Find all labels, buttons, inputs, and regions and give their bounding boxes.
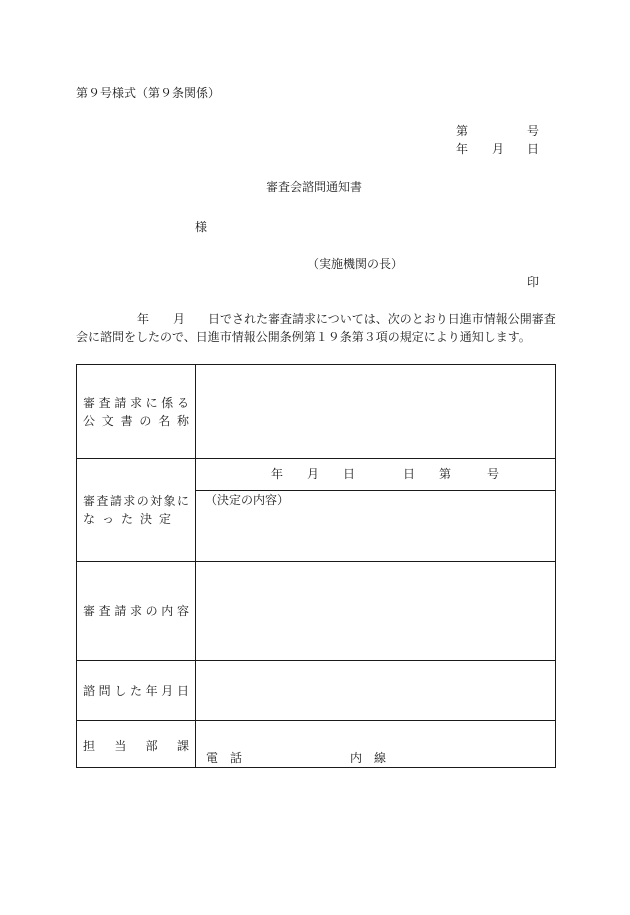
label-char: 名 bbox=[158, 413, 171, 428]
label-char: 求 bbox=[129, 395, 142, 410]
label-char: 求 bbox=[123, 494, 136, 508]
body-year: 年 bbox=[137, 312, 150, 326]
decision-year: 年 bbox=[271, 467, 284, 481]
decision-day: 日 bbox=[343, 467, 356, 481]
label-char: 課 bbox=[176, 739, 189, 753]
label-char: 査 bbox=[98, 604, 111, 618]
label-line-1 bbox=[83, 602, 189, 620]
label-char: 月 bbox=[161, 683, 174, 698]
body-line-1: 日でされた審査請求については、次のとおり日進市情報公開審査 bbox=[208, 312, 556, 326]
date-month: 月 bbox=[492, 142, 505, 156]
body-month: 月 bbox=[173, 312, 186, 326]
label-char: 部 bbox=[145, 739, 158, 753]
label-char: 内 bbox=[161, 604, 174, 618]
table-row-department bbox=[77, 721, 556, 768]
label-char: 請 bbox=[114, 395, 127, 410]
label-line-1 bbox=[83, 682, 189, 700]
decision-go: 号 bbox=[487, 467, 500, 481]
label-char: 年 bbox=[145, 683, 158, 698]
label-char: 公 bbox=[83, 413, 96, 428]
request-table bbox=[76, 364, 556, 768]
label-char: に bbox=[145, 395, 158, 410]
label-char: 査 bbox=[98, 395, 111, 410]
form-number: 第９号様式（第９条関係） bbox=[76, 86, 221, 100]
label-char: 問 bbox=[98, 683, 111, 698]
label-char: 象 bbox=[163, 494, 176, 508]
decision-content-area[interactable] bbox=[196, 491, 555, 561]
body-line-2: 会に諮問をしたので、日進市情報公開条例第１９条第３項の規定により通知します。 bbox=[76, 330, 531, 344]
label-line-1 bbox=[83, 737, 189, 755]
label-consultation-date bbox=[77, 661, 196, 721]
label-char: 当 bbox=[114, 739, 127, 753]
value-department[interactable] bbox=[196, 721, 556, 768]
label-char: 定 bbox=[158, 512, 171, 526]
telephone-label: 電 話 bbox=[206, 751, 243, 765]
label-char: 日 bbox=[176, 683, 189, 698]
table-row-document-name bbox=[77, 365, 556, 459]
label-char: っ bbox=[101, 512, 114, 526]
label-char: 請 bbox=[109, 494, 122, 508]
document-title: 審査会諮問通知書 bbox=[266, 180, 363, 194]
label-char: た bbox=[129, 683, 142, 698]
label-char: 諮 bbox=[83, 683, 96, 698]
label-char: た bbox=[120, 512, 133, 526]
addressee-honorific: 様 bbox=[195, 220, 208, 234]
table-row-request-content bbox=[77, 562, 556, 661]
label-char: 文 bbox=[101, 413, 114, 428]
decision-month: 月 bbox=[307, 467, 320, 481]
label-char: 審 bbox=[83, 494, 96, 508]
table-row-consultation-date bbox=[77, 661, 556, 721]
label-document-name bbox=[77, 365, 196, 459]
label-line-1 bbox=[83, 492, 189, 510]
extension-label: 内 線 bbox=[350, 751, 387, 765]
value-request-content[interactable] bbox=[196, 562, 556, 661]
label-char: 称 bbox=[176, 413, 189, 428]
label-line-1 bbox=[83, 394, 189, 412]
label-char: 対 bbox=[150, 494, 163, 508]
label-char: 係 bbox=[161, 395, 174, 410]
label-char: な bbox=[83, 512, 96, 526]
label-char: 査 bbox=[96, 494, 109, 508]
label-request-content bbox=[77, 562, 196, 661]
value-decision bbox=[196, 459, 556, 562]
label-char: 審 bbox=[83, 604, 96, 618]
label-char: の bbox=[136, 494, 149, 508]
label-char: の bbox=[145, 604, 158, 618]
label-char: の bbox=[139, 413, 152, 428]
value-document-name[interactable] bbox=[196, 365, 556, 459]
doc-number-go: 号 bbox=[527, 124, 540, 138]
label-line-2 bbox=[83, 510, 171, 528]
label-char: 審 bbox=[83, 395, 96, 410]
label-char: 担 bbox=[83, 739, 96, 753]
label-char: 求 bbox=[129, 604, 142, 618]
sender-title: （実施機関の長） bbox=[307, 257, 404, 271]
label-line-2 bbox=[83, 412, 189, 430]
decision-day-2: 日 bbox=[403, 467, 416, 481]
doc-number-dai: 第 bbox=[456, 124, 469, 138]
table-row-decision bbox=[77, 459, 556, 562]
label-char: に bbox=[176, 494, 189, 508]
label-char: 請 bbox=[114, 604, 127, 618]
label-char: る bbox=[176, 395, 189, 410]
decision-date-line[interactable] bbox=[196, 459, 555, 491]
date-year: 年 bbox=[456, 142, 469, 156]
date-day: 日 bbox=[527, 142, 540, 156]
label-char: 容 bbox=[176, 604, 189, 618]
decision-dai: 第 bbox=[439, 467, 452, 481]
label-department bbox=[77, 721, 196, 768]
decision-content-label: （決定の内容） bbox=[205, 493, 290, 507]
label-char: し bbox=[114, 683, 127, 698]
label-decision bbox=[77, 459, 196, 562]
label-char: 決 bbox=[139, 512, 152, 526]
seal-mark: 印 bbox=[527, 275, 540, 289]
label-char: 書 bbox=[120, 413, 133, 428]
value-consultation-date[interactable] bbox=[196, 661, 556, 721]
